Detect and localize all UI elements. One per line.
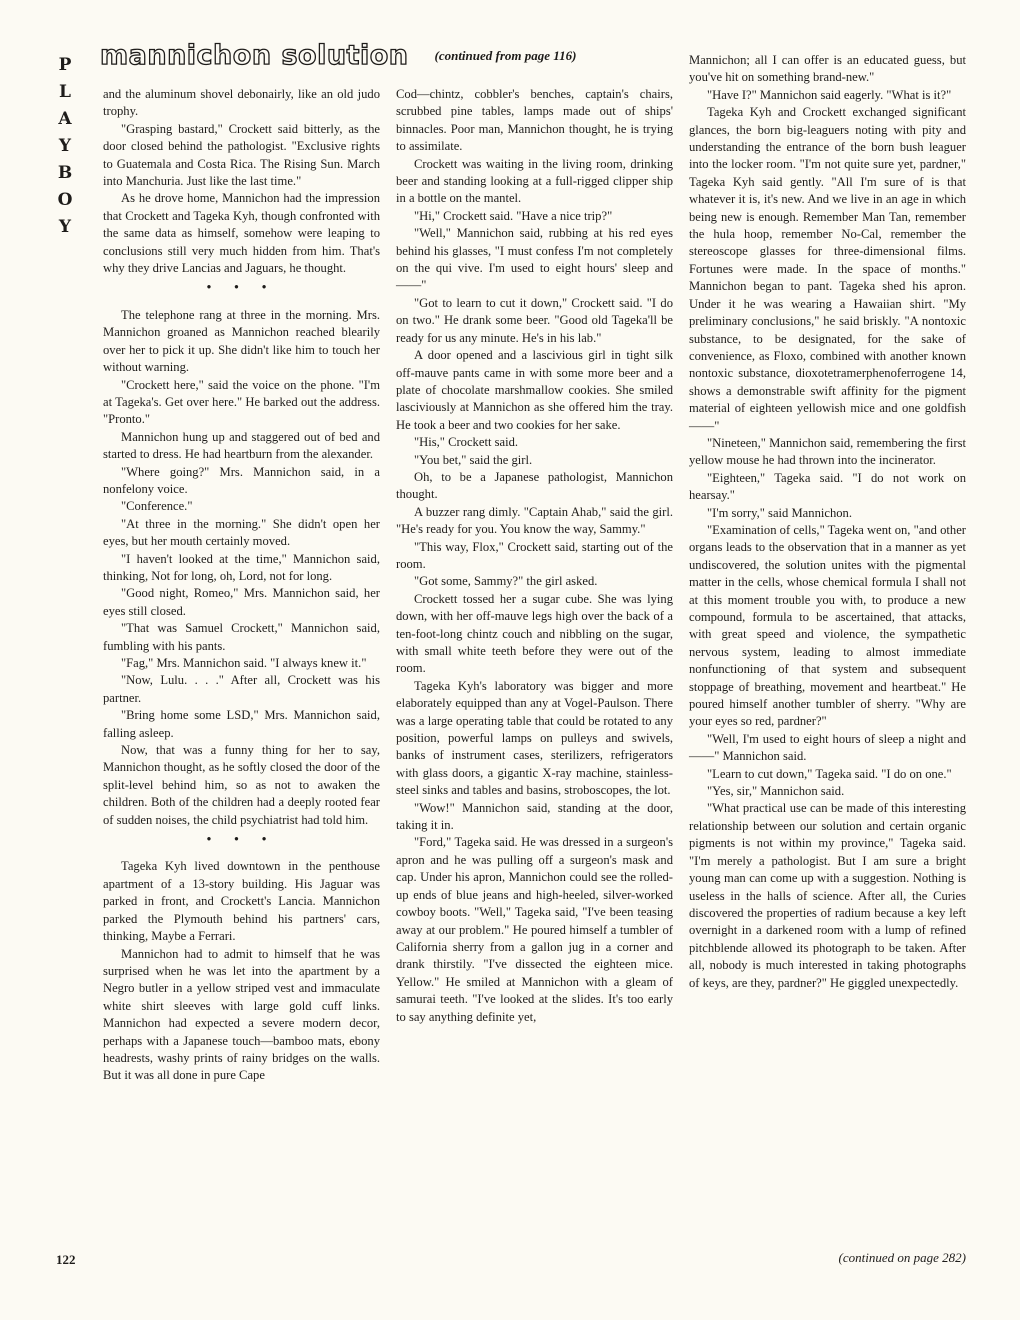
paragraph: Tageka Kyh and Crockett exchanged significant glances, the born big-leaguers noting with pity and understanding the entrance of the born bush leaguer into the locker room. "I'm not quite sure yet, pardner," Tageka Kyh said gently. "All I'm sure of is that whatever it is, it's new. And we live in an age in which being new is enough. Remember Man Tan, remember the hula hoop, remember No-Cal, remember the stereoscope glasses for three-dimensional films. Fortunes were made. In the space of months." Mannichon began to pant. Tageka shed his apron. Under it he was wearing a Hawaiian shirt. "My preliminary conclusions," he said briskly. "A nontoxic substance, to be designated, for the sake of convenience, as Floxo, combined with another known nontoxic substance, dioxotetramerphenoferrogene 14, shows a demonstrable swift affinity for the pigment material of eighteen yellowish mice and one goldfish——" (689, 105, 966, 433)
paragraph: "Eighteen," Tageka said. "I do not work on hearsay." (689, 470, 966, 503)
paragraph: Tageka Kyh lived downtown in the penthouse apartment of a 13-story building. His Jaguar was parked in front, and Crockett's Lancia. Mannichon parked the Plymouth behind his partners' cars, thinking, Maybe a Ferrari. (103, 859, 380, 944)
article-header (100, 40, 576, 80)
paragraph: "Well, I'm used to eight hours of sleep a night and——" Mannichon said. (689, 731, 966, 764)
paragraph: "Wow!" Mannichon said, standing at the door, taking it in. (396, 800, 673, 833)
continued-on-note: (continued on page 282) (838, 1250, 966, 1265)
section-break: • • • (206, 280, 277, 295)
paragraph: "Nineteen," Mannichon said, remembering the first yellow mouse he had thrown into the incinerator. (689, 435, 966, 468)
section-break: • • • (206, 832, 277, 847)
paragraph: "What practical use can be made of this interesting relationship between our solution and certain organic pigments is not within my province," Tageka said. "I'm merely a pathologist. But I am sure a bright young man can come up with a suggestion. Nothing is useless in the halls of science. After all, the Curies discovered the properties of radium because a key left overnight in a darkened room with a lump of refined pitchblende allowed its photograph to be taken. After all, nobody is much interested in taking photographs of keys, are they, pardner?" He giggled unexpectedly. (689, 801, 966, 990)
paragraph: Crockett tossed her a sugar cube. She was lying down, with her off-mauve legs high over the back of a ten-foot-long chintz couch and nibbling on the sugar, with small white teeth before they were out of the room. (396, 591, 673, 676)
article-title: mannichon solution (100, 40, 409, 71)
paragraph: "Well," Mannichon said, rubbing at his red eyes behind his glasses, "I must confess I'm not completely on the qui vive. I'm used to eight hours' sleep and——" (396, 226, 673, 293)
paragraph: "Examination of cells," Tageka went on, "and other organs leads to the observation that in a manner as yet undiscovered, the solution unites with the pigmental matter in the cells, whose chemical formula I shall not at this moment trouble you with, to produce a new compound, formula to be ascertained, that attacks, with great speed and violence, the sympathetic nervous system, leading to almost immediate nonfunctioning of that system and subsequent stoppage of breathing, movement and heartbeat." He poured himself another tumbler of sherry. "Why are your eyes so red, pardner?" (689, 522, 966, 729)
paragraph: "Ford," Tageka said. He was dressed in a surgeon's apron and he was pulling off a surgeon's mask and cap. Under his apron, Mannichon could see the rolled-up ends of blue jeans and high-heeled, silver-worked cowboy boots. "Well," Tageka said, "I've been teasing away at our problem." He poured himself a tumbler of California sherry from a gallon jug in a corner and drank thirstily. "I've dissected the eighteen mice. Yellow." He smiled at Mannichon with a gleam of samurai teeth. "I've looked at the slides. It's too early to say anything definite yet, (396, 835, 673, 1024)
text-column-3 (689, 52, 966, 992)
magazine-side-label (54, 52, 76, 241)
paragraph: "Fag," Mrs. Mannichon said. "I always knew it." (121, 656, 367, 670)
paragraph: "His," Crockett said. (414, 435, 519, 450)
paragraph: A door opened and a lascivious girl in tight silk off-mauve pants came in with some more beer and a plate of chocolate marshmallow cookies. She smiled lasciviously at Mannichon as she offered him the tray. He took a beer and two cookies for her sake. (396, 348, 673, 432)
paragraph: As he drove home, Mannichon had the impression that Crockett and Tageka Kyh, though confronted with the same data as himself, somehow were leaping to conclusions still very much hidden from him. That's why they drive Lancias and Jaguars, he thought. (103, 191, 380, 276)
paragraph: A buzzer rang dimly. "Captain Ahab," said the girl. "He's ready for you. You know the way, Sammy." (396, 504, 673, 537)
side-label-letter: A (58, 109, 72, 129)
text-column-2 (396, 86, 673, 1026)
paragraph: "Yes, sir," Mannichon said. (707, 784, 845, 799)
paragraph: "This way, Flox," Crockett said, starting out of the room. (396, 539, 673, 571)
paragraph: "Got some, Sammy?" the girl asked. (414, 574, 598, 589)
paragraph: Mannichon; all I can offer is an educated guess, but you've hit on something brand-new." (689, 53, 966, 85)
paragraph: The telephone rang at three in the morning. Mrs. Mannichon groaned as Mannichon reached blearily over her to pick it up. She didn't like him to touch her without warning. (103, 307, 380, 375)
side-label-letter: L (59, 82, 71, 102)
paragraph: Mannichon had to admit to himself that he was surprised when he was let into the apartment by a Negro butler in a yellow striped vest and immaculate white shirt sleeves with large gold cuff links. Mannichon had expected a severe modern decor, perhaps with a Japanese touch—bamboo mats, ebony headrests, washy prints of rainy bridges on the walls. But it was all done in pure Cape (103, 946, 380, 1083)
side-label-letter: Y (58, 217, 72, 237)
paragraph: "Learn to cut down," Tageka said. "I do on one." (707, 766, 952, 781)
paragraph: "Have I?" Mannichon said eagerly. "What is it?" (707, 87, 952, 102)
paragraph: "I haven't looked at the time," Mannichon said, thinking, Not for long, oh, Lord, not for long. (103, 551, 380, 583)
paragraph: "Hi," Crockett said. "Have a nice trip?" (414, 208, 613, 223)
page-number: 122 (56, 1252, 76, 1267)
continued-from-note: (continued from page 116) (434, 47, 577, 63)
paragraph: "Good night, Romeo," Mrs. Mannichon said, her eyes still closed. (103, 586, 380, 618)
side-label-letter: P (58, 55, 72, 75)
paragraph: Now, that was a funny thing for her to say, Mannichon thought, as he softly closed the door of the split-level behind him, so as not to awaken the children. Both of the children had a deeply rooted fear of sudden noises, the child psychiatrist had told him. (103, 743, 380, 827)
paragraph: "Bring home some LSD," Mrs. Mannichon said, falling asleep. (103, 708, 380, 740)
side-label-letter: B (57, 163, 73, 183)
paragraph: "At three in the morning." She didn't open her eyes, but her mouth certainly moved. (103, 516, 380, 549)
paragraph: "You bet," said the girl. (414, 452, 533, 467)
paragraph: Crockett was waiting in the living room, drinking beer and standing looking at a full-rigged clipper ship in a bottle on the mantel. (396, 156, 673, 206)
paragraph: "Crockett here," said the voice on the phone. "I'm at Tageka's. Get over here." He barked out the address. "Pronto." (103, 377, 380, 427)
paragraph: Oh, to be a Japanese pathologist, Mannichon thought. (396, 469, 673, 502)
paragraph: Cod—chintz, cobbler's benches, captain's chairs, scrubbed pine tables, lamps made out of ships' binnacles. Poor man, Mannichon thought, he is trying to assimilate. (396, 87, 673, 154)
paragraph: Tageka Kyh's laboratory was bigger and more elaborately equipped than any at Vogel-Paulson. There was a large operating table that could be rotated to any position, powerful lamps on pulleys and swivels, banks of instrument cases, sterilizers, refrigerators with glass doors, a gigantic X-ray machine, stainless-steel sinks and tables and basins, stroboscopes, the lot. (396, 678, 673, 798)
side-label-letter: O (57, 190, 73, 210)
paragraph: "Conference." (121, 499, 193, 514)
paragraph: Mannichon hung up and staggered out of bed and started to dress. He had heartburn from the alexander. (103, 429, 380, 462)
paragraph: "Now, Lulu. . . ." After all, Crockett was his partner. (103, 673, 380, 705)
paragraph: "I'm sorry," said Mannichon. (707, 505, 852, 520)
text-column-1 (103, 86, 380, 1085)
paragraph: "That was Samuel Crockett," Mannichon said, fumbling with his pants. (103, 621, 380, 653)
paragraph: "Grasping bastard," Crockett said bitterly, as the door closed behind the pathologist. "Exclusive rights to Guatemala and Costa Rica. The Rising Sun. March into Manchuria. Just like the last time." (103, 121, 380, 189)
side-label-letter: Y (58, 136, 72, 156)
paragraph: "Got to learn to cut it down," Crockett said. "I do on two." He drank some beer. "Good old Tageka'll be ready for us any minute. He's in his lab." (396, 295, 673, 345)
paragraph: "Where going?" Mrs. Mannichon said, in a nonfelony voice. (103, 464, 380, 496)
paragraph: and the aluminum shovel debonairly, like an old judo trophy. (103, 87, 380, 119)
